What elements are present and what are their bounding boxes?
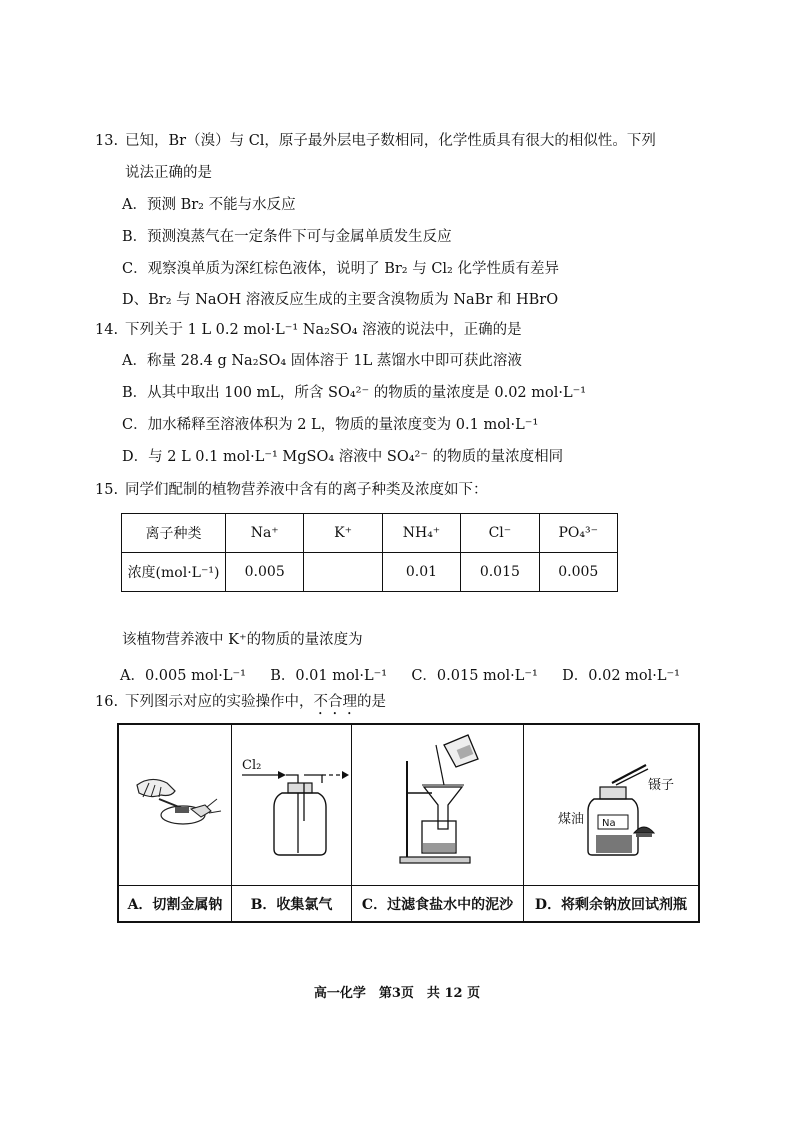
table-cell-ion: NH₄⁺ [382,514,460,553]
q15-option-d: D．0.02 mol·L⁻¹ [562,668,680,684]
q16-stem-emphasis: 不合理 [313,694,357,710]
reagent-bottle-illustration [524,725,698,888]
q16-number: 16. [95,694,119,710]
q13-number: 13. [95,133,119,149]
experiment-cell-a [119,725,232,921]
table-cell-value: 0.005 [539,553,617,592]
q15-number: 15. [95,482,119,498]
q13-stem: 已知，Br（溴）与 Cl，原子最外层电子数相同，化学性质具有很大的相似性。下列 [125,133,656,149]
experiment-figure-table [117,723,700,923]
table-header-concentration: 浓度(mol·L⁻¹) [122,553,226,592]
q16-stem-before: 下列图示对应的实验操作中， [125,694,314,710]
q13-stem-line2: 说法正确的是 [125,165,212,181]
q13-option-b: B．预测溴蒸气在一定条件下可与金属单质发生反应 [122,229,452,245]
q15-option-b: B．0.01 mol·L⁻¹ [270,668,388,684]
filtration-apparatus-illustration [352,725,523,888]
q15-option-a: A．0.005 mol·L⁻¹ [120,668,246,684]
cutting-sodium-illustration [119,725,231,888]
caption-c: C．过滤食盐水中的泥沙 [352,885,523,921]
q14-option-c: C．加水稀释至溶液体积为 2 L，物质的量浓度变为 0.1 mol·L⁻¹ [122,417,539,433]
gas-washing-bottle-illustration [232,725,351,888]
q15-stem-line [95,480,488,500]
table-cell-value [304,553,382,592]
q14-stem: 下列关于 1 L 0.2 mol·L⁻¹ Na₂SO₄ 溶液的说法中，正确的是 [125,322,522,338]
q14-option-a: A．称量 28.4 g Na₂SO₄ 固体溶于 1L 蒸馏水中即可获此溶液 [122,353,522,369]
table-cell-value: 0.015 [461,553,539,592]
q13-option-d: D、Br₂ 与 NaOH 溶液反应生成的主要含溴物质为 NaBr 和 HBrO [122,292,559,308]
table-cell-ion: Na⁺ [226,514,304,553]
sodium-label: Na [602,818,616,829]
q16-stem-line [95,692,386,718]
page-footer: 高一化学 第3页 共 12 页 [313,986,481,1001]
q15-options-row [120,664,680,685]
table-cell-value: 0.01 [382,553,460,592]
table-cell-ion: PO₄³⁻ [539,514,617,553]
q16-stem-after: 的是 [357,694,386,710]
ion-concentration-table [121,513,618,592]
q15-option-c: C．0.015 mol·L⁻¹ [411,668,538,684]
table-header-ion-type: 离子种类 [122,514,226,553]
caption-d: D．将剩余钠放回试剂瓶 [524,885,698,921]
tweezers-label: 镊子 [648,778,675,793]
table-cell-value: 0.005 [226,553,304,592]
table-row [122,553,618,592]
q13-option-c: C．观察溴单质为深红棕色液体，说明了 Br₂ 与 Cl₂ 化学性质有差异 [122,261,559,277]
experiment-cell-d [524,725,698,921]
q15-stem: 同学们配制的植物营养液中含有的离子种类及浓度如下： [125,482,488,498]
q13-stem-line1 [95,131,656,151]
q13-option-a: A．预测 Br₂ 不能与水反应 [122,197,296,213]
table-cell-ion: Cl⁻ [461,514,539,553]
q15-question: 该植物营养液中 K⁺的物质的量浓度为 [122,632,363,648]
table-row [122,514,618,553]
cl2-label: Cl₂ [242,758,262,773]
q14-number: 14. [95,322,119,338]
caption-a: A．切割金属钠 [119,885,231,921]
experiment-cell-b [232,725,352,921]
kerosene-label: 煤油 [558,812,585,827]
experiment-cell-c [352,725,524,921]
caption-b: B．收集氯气 [232,885,351,921]
q14-stem-line [95,320,522,340]
table-cell-ion: K⁺ [304,514,382,553]
q14-option-d: D．与 2 L 0.1 mol·L⁻¹ MgSO₄ 溶液中 SO₄²⁻ 的物质的量浓度相同 [122,449,564,465]
q14-option-b: B．从其中取出 100 mL，所含 SO₄²⁻ 的物质的量浓度是 0.02 mol·L⁻¹ [122,385,587,401]
